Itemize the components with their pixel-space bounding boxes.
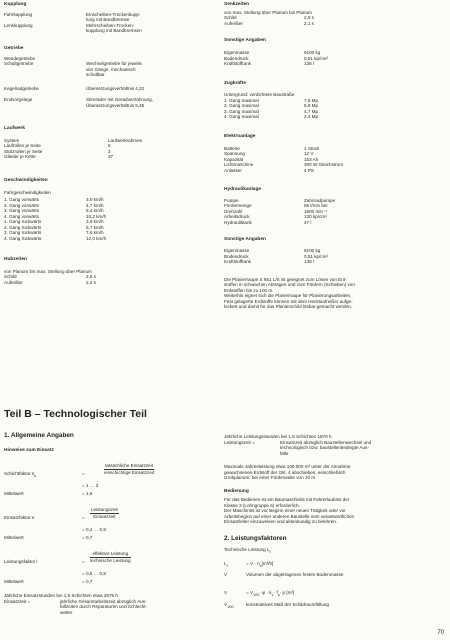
v-symbol: V <box>224 572 228 578</box>
row-value: lung mit Bandbremse <box>86 17 130 23</box>
row-value: 4 PS <box>304 167 314 173</box>
hydr-table <box>224 198 446 226</box>
section-title-leistungsfaktoren: 2. Leistungsfaktoren <box>224 534 287 542</box>
v100-symbol: $V_{100}$ <box>224 602 234 610</box>
row-value: 5,7 km/h <box>86 224 104 230</box>
paragraph-line: Fest gelagerte Erdstoffe können mit dem Hecktaufreißer aufge- <box>224 298 353 304</box>
row-value: 136 l <box>304 61 314 66</box>
lt-symbol: $L_t$ <box>224 560 228 568</box>
zug-intro: Untergrund: verdichtete Baustraße <box>224 92 295 98</box>
leistungsfaktor-label: Leistungsfaktor l <box>4 559 38 565</box>
section-title-sonstige-1: Sonstige Angaben <box>224 38 266 44</box>
row-label: Eigenmasse <box>224 50 250 55</box>
row-value: 47 l <box>304 219 312 225</box>
row-value: 7,6 Mp <box>304 97 319 103</box>
end-row-2 <box>4 103 214 109</box>
row-label: Bodendruck <box>224 253 249 259</box>
row-value: 2,6 s <box>86 274 96 280</box>
max-line-2: gewachsenen Erdstoff der Gkl. 4 abschieben, einschließlich <box>224 469 346 475</box>
row-value: 1800 min⁻¹ <box>304 208 327 214</box>
row-label: Kraftstofftank <box>224 61 251 66</box>
section-title-senkzeiten: Senkzeiten <box>224 2 250 7</box>
row-value: 136 l <box>304 259 314 264</box>
laufwerk-table <box>4 138 214 160</box>
table-row <box>4 72 214 78</box>
schichtfaktor-label: Schichtfaktor $s_s$ <box>4 471 37 479</box>
lt-equation: = $V \cdot n_s[m^3/h]$ <box>246 560 274 568</box>
gesch-subtitle: Fahrgeschwindigkeiten <box>4 189 51 195</box>
row-label <box>4 28 86 34</box>
row-label: Eigenmasse <box>224 248 250 253</box>
row-label: Spannung <box>224 151 245 156</box>
schichtfaktor-fraction <box>104 463 154 475</box>
paragraph-line: Weiterhin eignet sich die Planierraupe für Planierungsarbeiten. <box>224 293 352 298</box>
row-value: 300 W Gleichstrom <box>304 162 344 167</box>
bedienung-title: Bedienung <box>224 488 249 494</box>
row-value: 130 kp/cm² <box>304 214 327 220</box>
max-jahresleistung <box>224 464 446 481</box>
row-value: Einscheiben-Trockenkupp- <box>86 11 141 17</box>
bedienung-line-5: Einsatzleiter einzuweisen und aktenkundig zu belehren. <box>224 519 338 525</box>
einsatzfaktor-label: Einsatzfaktor e <box>4 515 35 521</box>
section-title-allgemeine: 1. Allgemeine Angaben <box>4 432 74 439</box>
row-label: 3. Gang maximal <box>224 108 259 114</box>
bedienung-line-1: Für das Bedienen ist ein Baumaschinist mit Fahrerlaubnis der <box>224 497 350 503</box>
einsatzzeit-text-2: fallzeiten durch Reparaturen und Schlecht- <box>60 604 148 610</box>
row-label: 1. Gang vorwärts <box>4 197 39 202</box>
row-label: 2. Gang maximal <box>224 103 259 109</box>
row-value: 3,0 km/h <box>86 197 104 202</box>
section-title-elektroanlage: Elektroanlage <box>224 133 256 139</box>
part-b-left-column <box>4 432 216 615</box>
kegel-row <box>4 86 214 92</box>
row-label: Wendegetriebe <box>4 55 36 61</box>
row-value: schaltbar <box>86 72 105 77</box>
table-row <box>224 114 446 120</box>
row-label: Glieder je Kette <box>4 154 36 160</box>
senk-intro: von max. Stellung über Planum bis Planum <box>224 9 312 15</box>
row-label: Fahrkupplung <box>4 11 33 17</box>
end-value-2: Übersetzungsverhältnis 5,45 <box>86 102 145 108</box>
sonst2-table <box>224 248 446 265</box>
left-top-column <box>4 2 214 285</box>
row-label: Pumpe <box>224 197 239 203</box>
section-title-zugkraefte: Zugkräfte <box>224 80 246 86</box>
row-value: 2 <box>108 148 111 154</box>
frac-den-1: einschichtige Einsatzzeit <box>104 469 155 475</box>
row-label: Lenkkupplung <box>4 22 33 28</box>
mittelwert-value-1: = 1,6 <box>82 491 93 497</box>
table-row <box>4 236 214 242</box>
hub-table <box>4 274 214 285</box>
einsatzzeit-row-3 <box>4 610 216 616</box>
row-label: Arbeitsdruck <box>224 214 250 220</box>
v-text: Volumen der abgetragenen festen Bodenmasse <box>246 572 344 578</box>
einsatzzeit-label: Einsatzzeit = <box>4 598 31 604</box>
row-label: 2. Gang vorwärts <box>4 202 39 208</box>
row-label: Kapazität <box>224 156 244 162</box>
row-value: 1 Stück <box>304 145 320 151</box>
kupplung-table <box>4 12 214 34</box>
bedienung-line-4: Arbeitsbeginn auf einer anderen Baustelle vom verantwortlichen <box>224 513 355 519</box>
row-value: 0,51 kp/cm² <box>304 55 328 61</box>
row-value: 153 Ah <box>304 156 319 162</box>
jaehrliche-leistungsstunden: Jährliche Leistungsstunden bei 1,5 Schichten 1870 h <box>224 434 332 439</box>
table-row <box>224 259 446 265</box>
frac-num-2: Leistungszeit <box>91 507 118 513</box>
row-value: 2,4 Mp <box>304 114 319 120</box>
row-value: 4,7 km/h <box>86 202 104 208</box>
max-line-3: Grobplanum, bei einer Förderweite von 20 m <box>224 475 316 480</box>
row-label: 3. Gang vorwärts <box>4 208 39 213</box>
row-label: System <box>4 137 20 143</box>
row-value: 0,51 kp/cm² <box>304 253 328 259</box>
einsatzfaktor-fraction <box>90 507 119 519</box>
row-value: 9100 kg <box>304 50 321 55</box>
frac-num-3: effektive Leistung <box>90 551 131 558</box>
table-row <box>4 154 214 160</box>
row-label <box>4 72 86 78</box>
part-b-right-column <box>224 434 446 610</box>
row-label: Stützrollen je Seite <box>4 148 43 154</box>
v100-text: konstruktives Maß der Schildraumfüllung <box>246 602 329 608</box>
formula-einsatzfaktor <box>4 503 216 543</box>
eq-sign-2: = <box>82 515 85 521</box>
bedienung-line-3: Der Maschinist ist vor Beginn einer neuen Tätigkeit oder vor <box>224 508 346 514</box>
row-value: 2,2 s <box>86 279 96 285</box>
getriebe-table <box>4 56 214 78</box>
hub-intro: von Planum bis max. Stellung über Planum <box>4 268 92 274</box>
row-value: kupplung mit Bandbremsen <box>86 28 142 34</box>
v100-definition <box>224 602 446 610</box>
row-label: Hydrauliktank <box>224 219 252 225</box>
row-label: 3. Gang rückwärts <box>4 230 42 235</box>
row-label: Schild <box>224 15 237 21</box>
row-value: 9100 kg <box>304 248 321 253</box>
row-value: 2,1 s <box>304 20 314 26</box>
page-number: 70 <box>437 630 444 636</box>
frac-den-2: Einsatzzeit <box>93 513 116 519</box>
row-label: 4. Gang maximal <box>224 114 259 120</box>
row-value: Zahnradpumpe <box>304 197 336 203</box>
paragraph-line: Erdstoffen bis zu 100 m. <box>224 287 274 293</box>
row-value: vier Gänge, mechanisch <box>86 66 136 72</box>
eq-sign-1: = <box>82 471 85 477</box>
row-value: Laufwerkrahmen <box>108 137 143 143</box>
gesch-table <box>4 197 214 241</box>
paragraph-line: Die Planierraupe S 651 L/S ist geeignet zum Lösen von Ent- <box>224 276 347 282</box>
elektro-table <box>224 146 446 174</box>
max-line-1: Maximale Jahresleistung etwa 100 000 m³ unter der Annahme <box>224 464 351 469</box>
row-label: Schild <box>4 274 17 280</box>
mittelwert-label-3: Mittelwert <box>4 579 24 585</box>
part-b-title: Teil B – Technologischer Teil <box>4 408 147 420</box>
leistungszeit-row-3 <box>224 451 446 457</box>
row-label: Schaltgetriebe <box>4 61 34 66</box>
formula-lt <box>224 561 446 569</box>
leistungsfaktor-fraction <box>90 551 131 563</box>
senk-table <box>224 15 446 26</box>
row-value: 5 <box>108 143 111 149</box>
formula-schichtfaktor <box>4 459 216 499</box>
section-title-kupplung: Kupplung <box>4 2 27 7</box>
row-label: Drehzahl <box>224 208 243 214</box>
row-label: Lichtmaschine <box>224 162 254 167</box>
right-top-column <box>224 2 446 310</box>
description-paragraph <box>224 277 446 310</box>
formula-v <box>224 590 446 598</box>
row-label: 2. Gang rückwärts <box>4 224 42 230</box>
leistungszeit-label: Leistungszeit = <box>224 439 255 445</box>
table-row <box>224 168 446 174</box>
paragraph-line: lockert und damit für das Planierschild lösbar gemacht werden. <box>224 304 352 309</box>
row-label: 4. Gang rückwärts <box>4 235 42 241</box>
zug-table <box>224 98 446 120</box>
row-value: 12 V <box>304 151 314 156</box>
eq-sign-3: = <box>82 559 85 565</box>
row-value: 10,2 km/h <box>86 213 107 219</box>
section-title-sonstige-2: Sonstige Angaben <box>224 237 266 243</box>
mittelwert-label-2: Mittelwert <box>4 535 24 541</box>
row-value: 3,6 km/h <box>86 219 104 224</box>
mittelwert-value-3: = 0,7 <box>82 579 93 585</box>
leistungszeit-text-1: Einsatzzeit abzüglich Baustellenwechsel und <box>280 439 372 445</box>
paragraph-line: stoffen in schwachen Abträgen und zum Fördern (Schieben) von <box>224 282 355 287</box>
sonst1-table <box>224 50 446 67</box>
row-label: Fördermenge <box>224 203 252 209</box>
row-value: 12,0 km/h <box>86 235 107 241</box>
table-row <box>224 21 446 27</box>
leistungszeit-text-3: fälle <box>280 450 289 456</box>
table-row <box>4 28 214 34</box>
mittelwert-value-2: = 0,7 <box>82 535 93 541</box>
schichtfaktor-range: = 1 … 3 <box>82 483 99 489</box>
row-value: 7,6 km/h <box>86 230 104 235</box>
section-title-laufwerk: Laufwerk <box>4 126 26 131</box>
section-title-getriebe: Getriebe <box>4 45 24 51</box>
section-title-geschwindigkeiten: Geschwindigkeiten <box>4 177 48 183</box>
bedienung-text <box>224 497 446 525</box>
end-label: Endvorgelege <box>4 97 33 102</box>
row-label: 1. Gang maximal <box>224 97 259 103</box>
kegel-value: Übersetzungsverhältnis 4,22 <box>86 85 145 91</box>
table-row <box>224 220 446 226</box>
einsatzzeit-text-3: wetter <box>60 609 73 615</box>
frac-num-1: tatsächliche Einsatzzeit <box>105 463 153 469</box>
row-label: Laufrollen je Seite <box>4 143 41 149</box>
row-value: 55 l/min bei <box>304 203 328 209</box>
row-label: Bodendruck <box>224 55 249 61</box>
row-label: 4. Gang vorwärts <box>4 213 39 219</box>
row-value: Mehrscheiben-Trocken- <box>86 22 135 28</box>
row-label: Aufreißer <box>224 20 243 26</box>
row-label: 1. Gang rückwärts <box>4 219 42 224</box>
bedienung-line-2: Klasse 3 (Lohngruppe 6) erforderlich. <box>224 502 300 508</box>
row-value: 4,7 Mp <box>304 108 319 114</box>
row-value: Wechselgetriebe für jeweils <box>86 61 142 66</box>
row-label: Batterie <box>224 145 240 151</box>
v-definition <box>224 572 446 578</box>
row-label: Aufreißer <box>4 279 23 285</box>
section-title-hubzeiten: Hubzeiten <box>4 257 27 262</box>
row-value: 5,9 Mp <box>304 103 319 109</box>
leistungszeit-text-2: technologisch bzw. baustellenbedingte Aus- <box>280 445 369 450</box>
v2-symbol: V <box>224 589 228 595</box>
row-value: 37 <box>108 154 114 160</box>
kegel-label: Kegelradgetriebe <box>4 85 39 91</box>
einsatzzeit-text-1: jährliche Gesamtarbeitszeit abzüglich Aus- <box>60 598 147 604</box>
v2-equation: = $V_{100}\cdot \varphi \cdot k_L\cdot f_s\cdot p$ [m³] <box>246 589 295 597</box>
section-title-hydraulik: Hydraulikanlage <box>224 187 262 192</box>
table-row <box>224 61 446 67</box>
technische-leistung-title: Technische Leistung $L_t$ <box>224 547 271 555</box>
hinweise-title: Hinweise zum Einsatz <box>4 447 54 453</box>
leistungsfaktor-range: = 0,5 … 0,8 <box>82 571 106 577</box>
jaehrliche-einsatzstunden: Jährliche Einsatzstunden bei 1,5 Schichten etwa 2675 h <box>4 593 118 599</box>
table-row <box>4 280 214 286</box>
mittelwert-label-1: Mittelwert <box>4 491 24 497</box>
frac-den-3: technische Leistung <box>90 557 131 563</box>
einsatzfaktor-range: = 0,4 … 0,8 <box>82 527 106 533</box>
row-label: Anlasser <box>224 167 242 173</box>
row-label: Kraftstofftank <box>224 259 251 264</box>
formula-leistungsfaktor <box>4 547 216 587</box>
row-value: 6,4 km/h <box>86 208 104 213</box>
row-value: 2,8 s <box>304 15 314 21</box>
end-value-1: Stirnräder mit Geradverzahnung, <box>86 97 153 102</box>
